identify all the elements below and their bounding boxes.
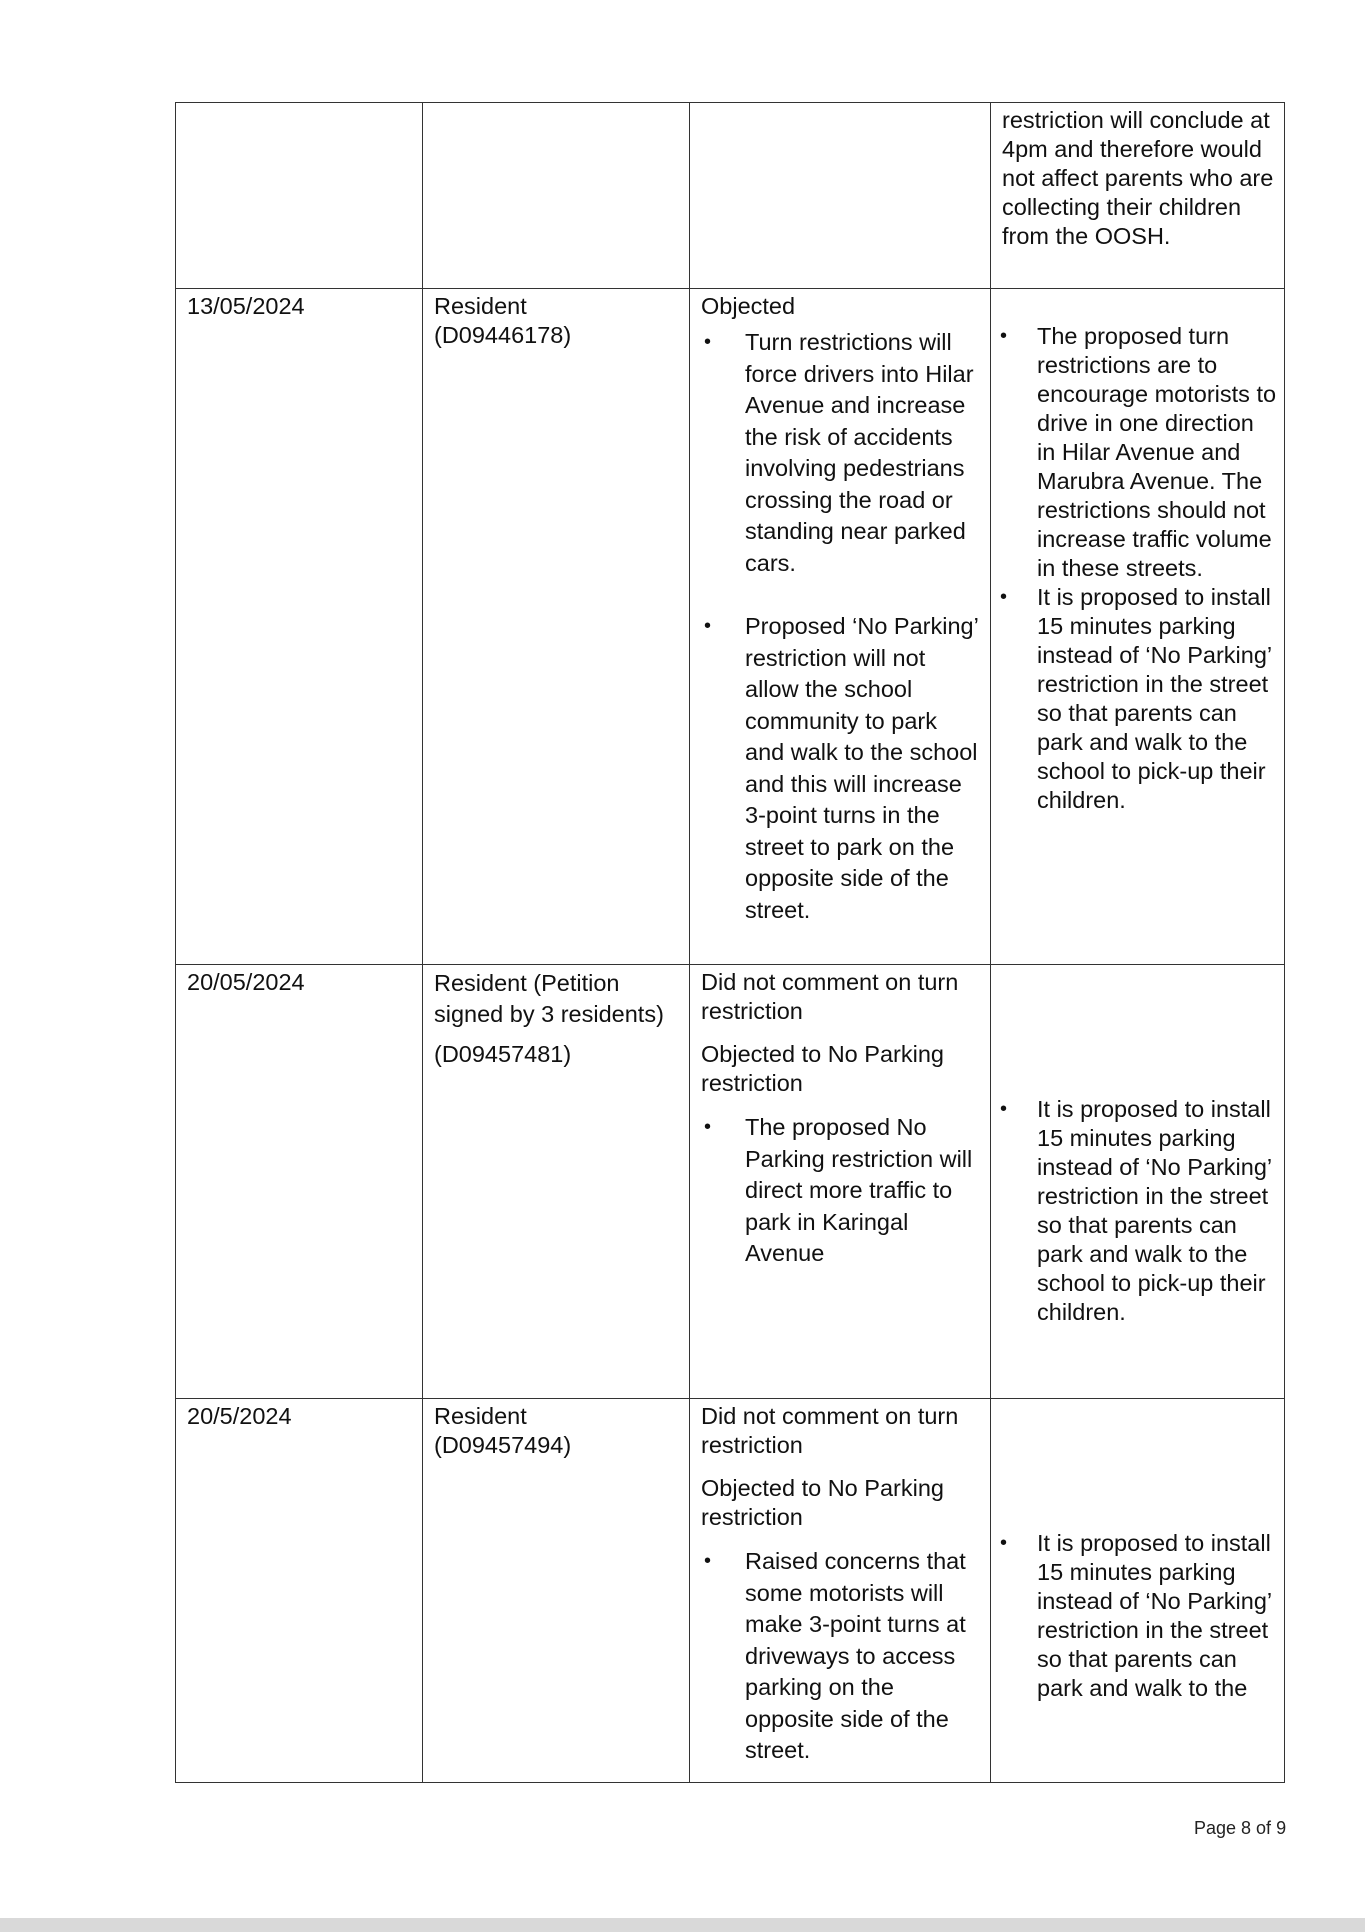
date-cell: 20/5/2024 bbox=[176, 1399, 423, 1783]
comment-paragraph: Objected to No Parking restriction bbox=[701, 1475, 944, 1530]
response-bullet-list bbox=[1000, 1095, 1278, 1327]
table-row bbox=[176, 1399, 1285, 1783]
date-cell bbox=[176, 103, 423, 289]
comment-bullet-list bbox=[701, 1546, 980, 1767]
date-cell: 20/05/2024 bbox=[176, 965, 423, 1399]
comment-cell bbox=[690, 965, 991, 1399]
continued-response-text: restriction will conclude at 4pm and therefore would not affect parents who are collecting their children from the OOSH. bbox=[1002, 107, 1274, 249]
submitter-reference: (D09457494) bbox=[434, 1432, 572, 1458]
response-bullet: • It is proposed to install 15 minutes parking instead of ‘No Parking’ restriction in the street so that parents can park and walk to the school to pick-up their children. bbox=[1000, 1095, 1278, 1327]
comment-paragraph: Objected to No Parking restriction bbox=[701, 1041, 944, 1096]
response-cell bbox=[991, 289, 1285, 965]
response-cell bbox=[991, 965, 1285, 1399]
comment-bullet: • The proposed No Parking restriction will direct more traffic to park in Karingal Avenue bbox=[701, 1112, 980, 1270]
submitter-name: Resident bbox=[434, 1403, 527, 1429]
response-bullet: • The proposed turn restrictions are to encourage motorists to drive in one direction in Hilar Avenue and Marubra Avenue. The restrictions should not increase traffic volume in these streets. bbox=[1000, 322, 1278, 583]
response-bullet: • It is proposed to install 15 minutes parking instead of ‘No Parking’ restriction in the street so that parents can park and walk to the school to pick-up their children. bbox=[1000, 583, 1278, 815]
date-cell: 13/05/2024 bbox=[176, 289, 423, 965]
submitter-name: Resident bbox=[434, 293, 527, 319]
submitter-reference: (D09446178) bbox=[434, 322, 572, 348]
response-bullet-list bbox=[1000, 322, 1278, 815]
submitter-cell bbox=[423, 289, 690, 965]
table-row bbox=[176, 289, 1285, 965]
response-bullet: • It is proposed to install 15 minutes parking instead of ‘No Parking’ restriction in the street so that parents can park and walk to the bbox=[1000, 1529, 1278, 1703]
response-cell bbox=[991, 103, 1285, 289]
page-number: Page 8 of 9 bbox=[1194, 1818, 1287, 1838]
submitter-name: Resident (Petition signed by 3 residents) bbox=[434, 970, 664, 1027]
comment-cell bbox=[690, 289, 991, 965]
comment-bullet: • Turn restrictions will force drivers into Hilar Avenue and increase the risk of accidents involving pedestrians crossing the road or standing near parked cars. bbox=[701, 327, 980, 579]
submitter-cell bbox=[423, 1399, 690, 1783]
submitter-cell bbox=[423, 965, 690, 1399]
response-bullet-list bbox=[1000, 1529, 1278, 1703]
comment-cell bbox=[690, 1399, 991, 1783]
comment-bullet: • Raised concerns that some motorists will make 3-point turns at driveways to access parking on the opposite side of the street. bbox=[701, 1546, 980, 1767]
comment-paragraph: Did not comment on turn restriction bbox=[701, 969, 959, 1024]
comment-bullet: • Proposed ‘No Parking’ restriction will not allow the school community to park and walk to the school and this will increase 3-point turns in the street to park on the opposite side of the street. bbox=[701, 611, 980, 926]
comment-bullet-list bbox=[701, 327, 980, 926]
submitter-reference: (D09457481) bbox=[434, 1041, 572, 1067]
comment-paragraph: Did not comment on turn restriction bbox=[701, 1403, 959, 1458]
table-row bbox=[176, 965, 1285, 1399]
bottom-bar bbox=[0, 1918, 1365, 1932]
submissions-table bbox=[175, 102, 1285, 1783]
response-cell bbox=[991, 1399, 1285, 1783]
comment-lead: Objected bbox=[701, 293, 796, 319]
comment-cell bbox=[690, 103, 991, 289]
submitter-cell bbox=[423, 103, 690, 289]
comment-bullet-list bbox=[701, 1112, 980, 1270]
table-row bbox=[176, 103, 1285, 289]
